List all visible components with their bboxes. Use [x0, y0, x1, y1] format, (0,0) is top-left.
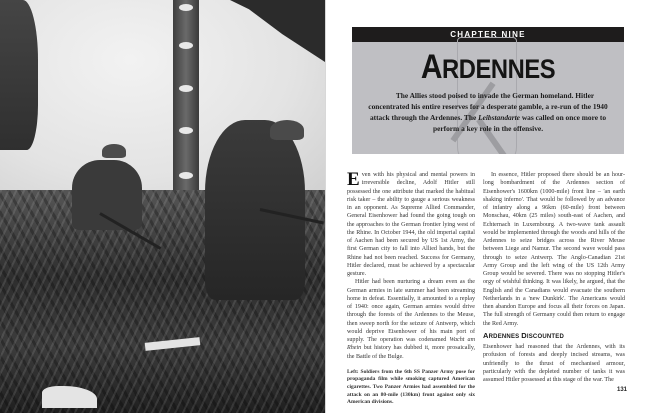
chapter-header-box — [352, 27, 624, 154]
photo-helmet-middle — [102, 144, 126, 158]
body-column-2 — [483, 171, 625, 384]
paragraph: In essence, Hitler proposed there should be an hour-long bombardment of the Ardennes section of Eisenhower's 1600km (1000-mile) front line – 'an earth shaking inferno'. That would be followed by an advance of infantry along a 96km (60-mile) front between Monschau, 40km (25 miles) south-east of Aachen, and Echternach in Luxembourg. A two-wave tank assault would be implemented through the woods and hills of the Ardennes to seize bridges across the River Meuse between Liege and Namur. The second wave would pass through to seize Antwerp. The Anglo-Canadian 21st Army Group and the left wing of the US 12th Army Group would be severed. There was no stopping Hitler's orgy of wishful thinking. It was likely, he argued, that the English and the Canadians would evacuate the southern Netherlands in a 'new Dunkirk'. The Americans would then abandon Europe and focus all their forces on Japan. The full strength of Germany could then return to engage the Red Army. — [483, 172, 625, 327]
page-gutter — [325, 0, 326, 413]
paragraph-text: ven with his physical and mental powers in irreversible decline, Adolf Hitler still possessed the one attribute that marked the habitual risk taker – the ability to gauge a serious weakness in an opponent. As Supreme Allied Commander, General Eisenhower had found the going tough on the approaches to the German frontier lying west of the Rhine. In October 1944, the old imperial capital of Aachen had been secured by US 1st Army, the first German city to fall into Allied hands, but the Rhine had not been reached. Success for Germany, Hitler declared, must be achieved by a spectacular gesture. — [347, 172, 475, 277]
section-subheading — [483, 332, 625, 341]
subhead-initial: A — [483, 330, 489, 340]
chapter-intro — [352, 88, 624, 134]
paragraph: Eisenhower had reasoned that the Ardennes, with its profusion of forests and deeply incised streams, was unfriendly to the thrust of mechanised armour, particularly with the depleted number of tanks it was assumed Hitler possessed at this stage of the war. The — [483, 344, 625, 383]
photo-soldier-right — [205, 120, 305, 300]
subhead-rest: ISCOUNTED — [526, 333, 564, 340]
drop-cap: E — [347, 169, 360, 190]
paragraph-text: but history has dubbed it, more prosaically, the Battle of the Bulge. — [347, 345, 475, 360]
subhead-rest: RDENNES — [488, 333, 522, 340]
body-column-1 — [347, 171, 475, 407]
chapter-title-rest: RDENNES — [442, 54, 556, 84]
paragraph-text: Hitler had been nurturing a dream even as the German armies in late summer had been streaming home in defeat. Essentially, it amounted to a replay of 1940: once again, German armies would drive through the forests of the Ardennes to the Meuse, then sweep north for the seizure of Antwerp, which would deprive Eisenhower of his main port of supply. The operation was codenamed — [347, 279, 475, 343]
chapter-title — [368, 48, 607, 88]
page-number: 131 — [617, 387, 628, 393]
intro-italic: Leibstandarte — [478, 113, 520, 122]
paragraph — [347, 171, 475, 278]
photo-caption: Left: Soldiers from the 6th SS Panzer Army pose for propaganda film while smoking captured American cigarettes. Two Panzer Armies had assembled for the attack on an 80-mile (130km) front against only six American divisions. — [347, 368, 475, 406]
photo-soldier-left — [0, 0, 38, 150]
subhead-initial: D — [521, 330, 527, 340]
photo-helmet-right — [270, 120, 304, 140]
paragraph-italic: Wacht am Rhein — [347, 337, 475, 352]
intro-text: was called on once more to perform a key role in the offensive. — [432, 113, 607, 133]
paragraph — [347, 278, 475, 361]
intro-text: The Allies stood poised to invade the German homeland. Hitler concentrated his entire reserves for a desperate gamble, a re-run of the 1940 attack through the Ardennes. The — [368, 91, 608, 122]
chapter-title-initial: A — [420, 48, 443, 86]
chapter-number-bar: CHAPTER NINE — [352, 27, 624, 42]
